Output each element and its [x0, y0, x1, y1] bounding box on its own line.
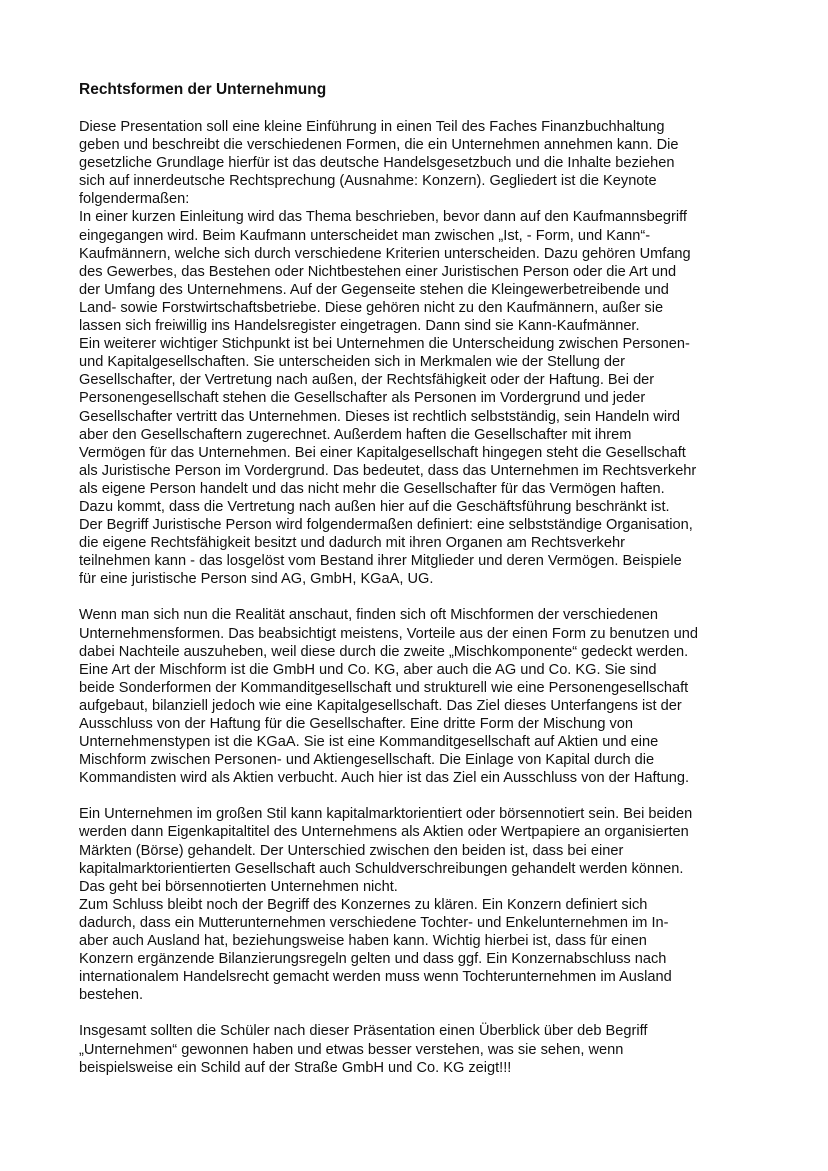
paragraph-introduction: Diese Presentation soll eine kleine Einführung in einen Teil des Faches Finanzbuchhaltung geben und beschreibt die verschiedenen Formen, die ein Unternehmen annehmen kann. Die gesetzliche Grundlage hierfür ist das deutsche Handelsgesetzbuch und die Inhalte beziehen sich auf innerdeutsche Rechtsprechung (Ausnahme: Konzern). Gegliedert ist die Keynote folgendermaßen: In einer kurzen Einleitung wird das Thema beschrieben, bevor dann auf den Kaufmannsbegriff eingegangen wird. Beim Kaufmann unterscheidet man zwischen „Ist, - Form, und Kann“- Kaufmännern, welche sich durch verschiedene Kriterien unterscheiden. Dazu gehören Umfang des Gewerbes, das Bestehen oder Nichtbestehen einer Juristischen Person oder die Art und der Umfang des Unternehmens. Auf der Gegenseite stehen die Kleingewerbetreibende und Land- sowie Forstwirtschaftsbetriebe. Diese gehören nicht zu den Kaufmännern, außer sie lassen sich freiwillig ins Handelsregister eingetragen. Dann sind sie Kann-Kaufmänner. Ein weiterer wichtiger Stichpunkt ist bei Unternehmen die Unterscheidung zwischen Personen- und Kapitalgesellschaften. Sie unterscheiden sich in Merkmalen wie der Stellung der Gesellschafter, der Vertretung nach außen, der Rechtsfähigkeit oder der Haftung. Bei der Personengesellschaft stehen die Gesellschafter als Personen im Vordergrund und jeder Gesellschafter vertritt das Unternehmen. Dieses ist rechtlich selbstständig, sein Handeln wird aber den Gesellschaftern zugerechnet. Außerdem haften die Gesellschafter mit ihrem Vermögen für das Unternehmen. Bei einer Kapitalgesellschaft hingegen steht die Gesellschaft als Juristische Person im Vordergrund. Das bedeutet, dass das Unternehmen im Rechtsverkehr als eigene Person handelt und das nicht mehr die Gesellschafter für das Vermögen haften. Dazu kommt, dass die Vertretung nach außen hier auf die Geschäftsführung beschränkt ist. Der Begriff Juristische Person wird folgendermaßen definiert: eine selbstständige Organisation, die eigene Rechtsfähigkeit besitzt und dadurch mit ihren Organen am Rechtsverkehr teilnehmen kann - das losgelöst vom Bestand ihrer Mitglieder und deren Vermögen. Beispiele für eine juristische Person sind AG, GmbH, KGaA, UG. — [79, 119, 697, 588]
paragraph-spacer — [79, 1004, 759, 1022]
document-page — [79, 80, 759, 1077]
paragraph-spacer — [79, 588, 759, 606]
paragraph-boerse-konzern: Ein Unternehmen im großen Stil kann kapitalmarktorientiert oder börsennotiert sein. Bei beiden werden dann Eigenkapitaltitel des Unternehmens als Aktien oder Wertpapiere an organisierten Märkten (Börse) gehandelt. Der Unterschied zwischen den beiden ist, dass bei einer kapitalmarktorientierten Gesellschaft auch Schuldverschreibungen gehandelt werden können. Das geht bei börsennotierten Unternehmen nicht. Zum Schluss bleibt noch der Begriff des Konzernes zu klären. Ein Konzern definiert sich dadurch, dass ein Mutterunternehmen verschiedene Tochter- und Enkelunternehmen im In- aber auch Ausland hat, beziehungsweise haben kann. Wichtig hierbei ist, dass für einen Konzern ergänzende Bilanzierungsregeln gelten und dass ggf. Ein Konzernabschluss nach internationalem Handelsrecht gemacht werden muss wenn Tochterunternehmen im Ausland bestehen. — [79, 806, 693, 1004]
paragraph-mischformen: Wenn man sich nun die Realität anschaut, finden sich oft Mischformen der verschiedenen Unternehmensformen. Das beabsichtigt meistens, Vorteile aus der einen Form zu benutzen und dabei Nachteile auszuheben, weil diese durch die zweite „Mischkomponente“ gedeckt werden. Eine Art der Mischform ist die GmbH und Co. KG, aber auch die AG und Co. KG. Sie sind beide Sonderformen der Kommanditgesellschaft und strukturell wie eine Personengesellschaft aufgebaut, bilanziell jedoch wie eine Kapitalgesellschaft. Das Ziel dieses Unterfangens ist der Ausschluss von der Haftung für die Gesellschafter. Eine dritte Form der Mischung von Unternehmenstypen ist die KGaA. Sie ist eine Kommanditgesellschaft auf Aktien und eine Mischform zwischen Personen- und Aktiengesellschaft. Die Einlage von Kapital durch die Kommandisten wird als Aktien verbucht. Auch hier ist das Ziel ein Ausschluss von der Haftung. — [79, 607, 698, 787]
document-title: Rechtsformen der Unternehmung — [79, 81, 327, 98]
paragraph-conclusion: Insgesamt sollten die Schüler nach dieser Präsentation einen Überblick über deb Begriff „Unternehmen“ gewonnen haben und etwas besser verstehen, was sie sehen, wenn beispielsweise ein Schild auf der Straße GmbH und Co. KG zeigt!!! — [79, 1023, 648, 1076]
paragraph-spacer — [79, 787, 759, 805]
